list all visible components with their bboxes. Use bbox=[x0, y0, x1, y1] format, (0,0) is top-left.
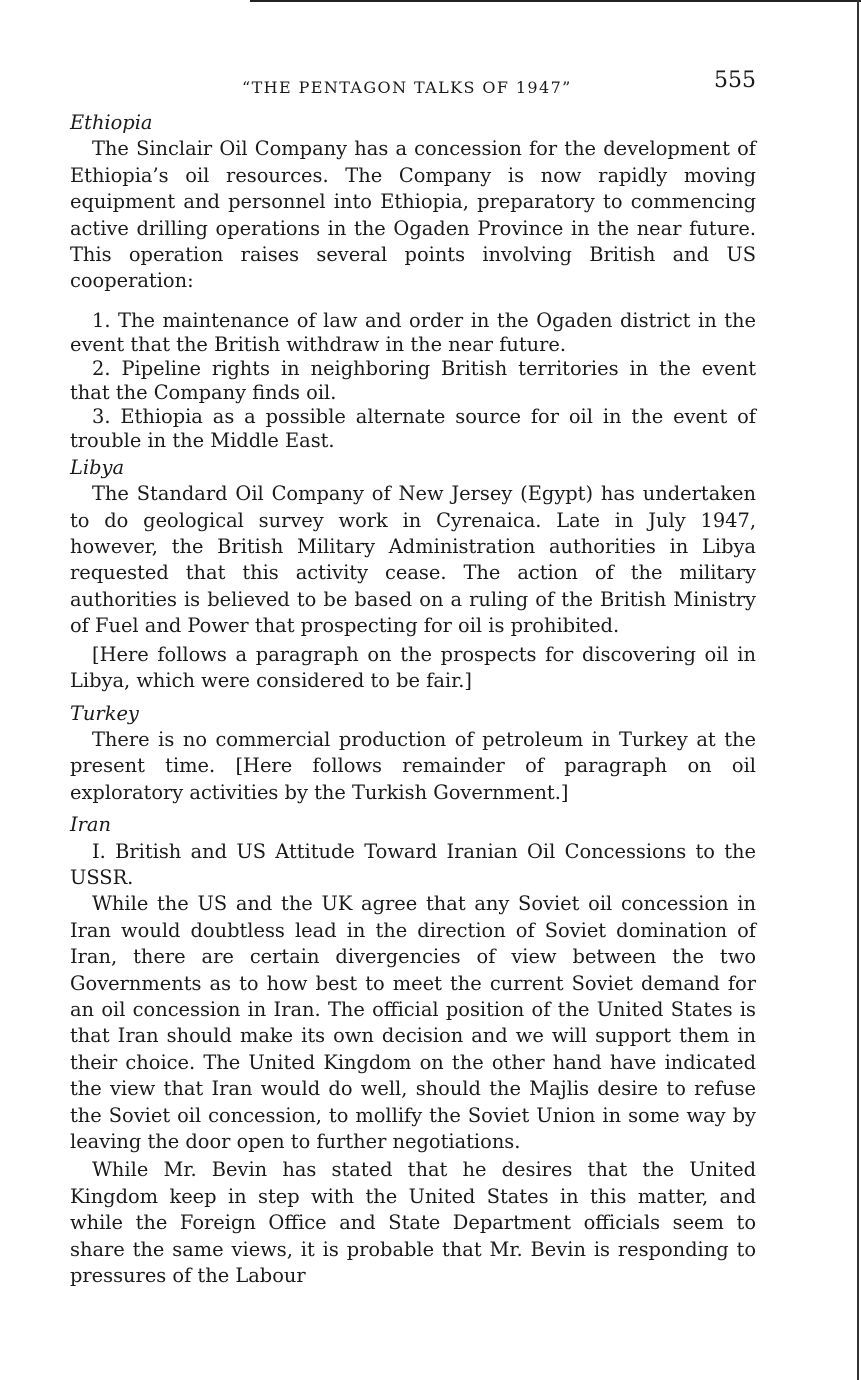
libya-paragraph: The Standard Oil Company of New Jersey (Egypt) has undertaken to do geological survey work in Cyrenaica. Late in July 1947, however, the British Military Administration authorities in Libya requested that this activity cease. The action of the military authorities is believed to be based on a ruling of the British Ministry of Fuel and Power that prospecting for oil is prohibited. bbox=[70, 482, 756, 638]
iran-paragraph-1: While the US and the UK agree that any Soviet oil concession in Iran would doubtless lead in the direction of Soviet domination of Iran, there are certain divergencies of view between the two Governments as to how best to meet the current Soviet demand for an oil concession in Iran. The official position of the United States is that Iran should make its own decision and we will support them in their choice. The United Kingdom on the other hand have indicated the view that Iran would do well, should the Majlis desire to refuse the Soviet oil concession, to mollify the Soviet Union in some way by leaving the door open to further negotiations. bbox=[70, 892, 756, 1153]
list-item: 2. Pipeline rights in neighboring British territories in the event that the Company finds oil. bbox=[70, 356, 756, 404]
running-title: “THE PENTAGON TALKS OF 1947” bbox=[242, 78, 572, 97]
section-iran bbox=[70, 812, 756, 1289]
libya-editorial-note: [Here follows a paragraph on the prospects for discovering oil in Libya, which were considered to be fair.] bbox=[70, 642, 756, 693]
section-heading-libya: Libya bbox=[70, 455, 125, 479]
document-page bbox=[70, 62, 756, 1289]
section-heading-iran: Iran bbox=[70, 813, 111, 837]
page-edge bbox=[857, 0, 859, 1380]
list-item: 3. Ethiopia as a possible alternate source for oil in the event of trouble in the Middle East. bbox=[70, 404, 756, 452]
section-heading-ethiopia: Ethiopia bbox=[70, 111, 153, 134]
section-turkey bbox=[70, 701, 756, 807]
top-rule bbox=[250, 0, 861, 2]
iran-paragraph-2: While Mr. Bevin has stated that he desires that the United Kingdom keep in step with the United States in this matter, and while the Foreign Office and State Department officials seem to share the same views, it is probable that Mr. Bevin is responding to pressures of the Labour bbox=[70, 1158, 756, 1288]
section-ethiopia bbox=[70, 110, 756, 453]
section-libya bbox=[70, 455, 756, 695]
running-header bbox=[70, 62, 756, 110]
section-heading-turkey: Turkey bbox=[70, 701, 139, 725]
iran-subheading: I. British and US Attitude Toward Iranian Oil Concessions to the USSR. bbox=[70, 839, 756, 889]
page-number: 555 bbox=[714, 68, 756, 93]
list-item: 1. The maintenance of law and order in the Ogaden district in the event that the British withdraw in the near future. bbox=[70, 308, 756, 356]
turkey-paragraph: There is no commercial production of petroleum in Turkey at the present time. [Here follows remainder of paragraph on oil exploratory activities by the Turkish Government.] bbox=[70, 727, 756, 804]
ethiopia-points-list bbox=[70, 309, 756, 453]
ethiopia-paragraph: The Sinclair Oil Company has a concession for the development of Ethiopia’s oil resources. The Company is now rapidly moving equipment and personnel into Ethiopia, preparatory to commencing active drilling operations in the Ogaden Province in the near future. This operation raises several points involving British and US cooperation: bbox=[70, 137, 756, 293]
